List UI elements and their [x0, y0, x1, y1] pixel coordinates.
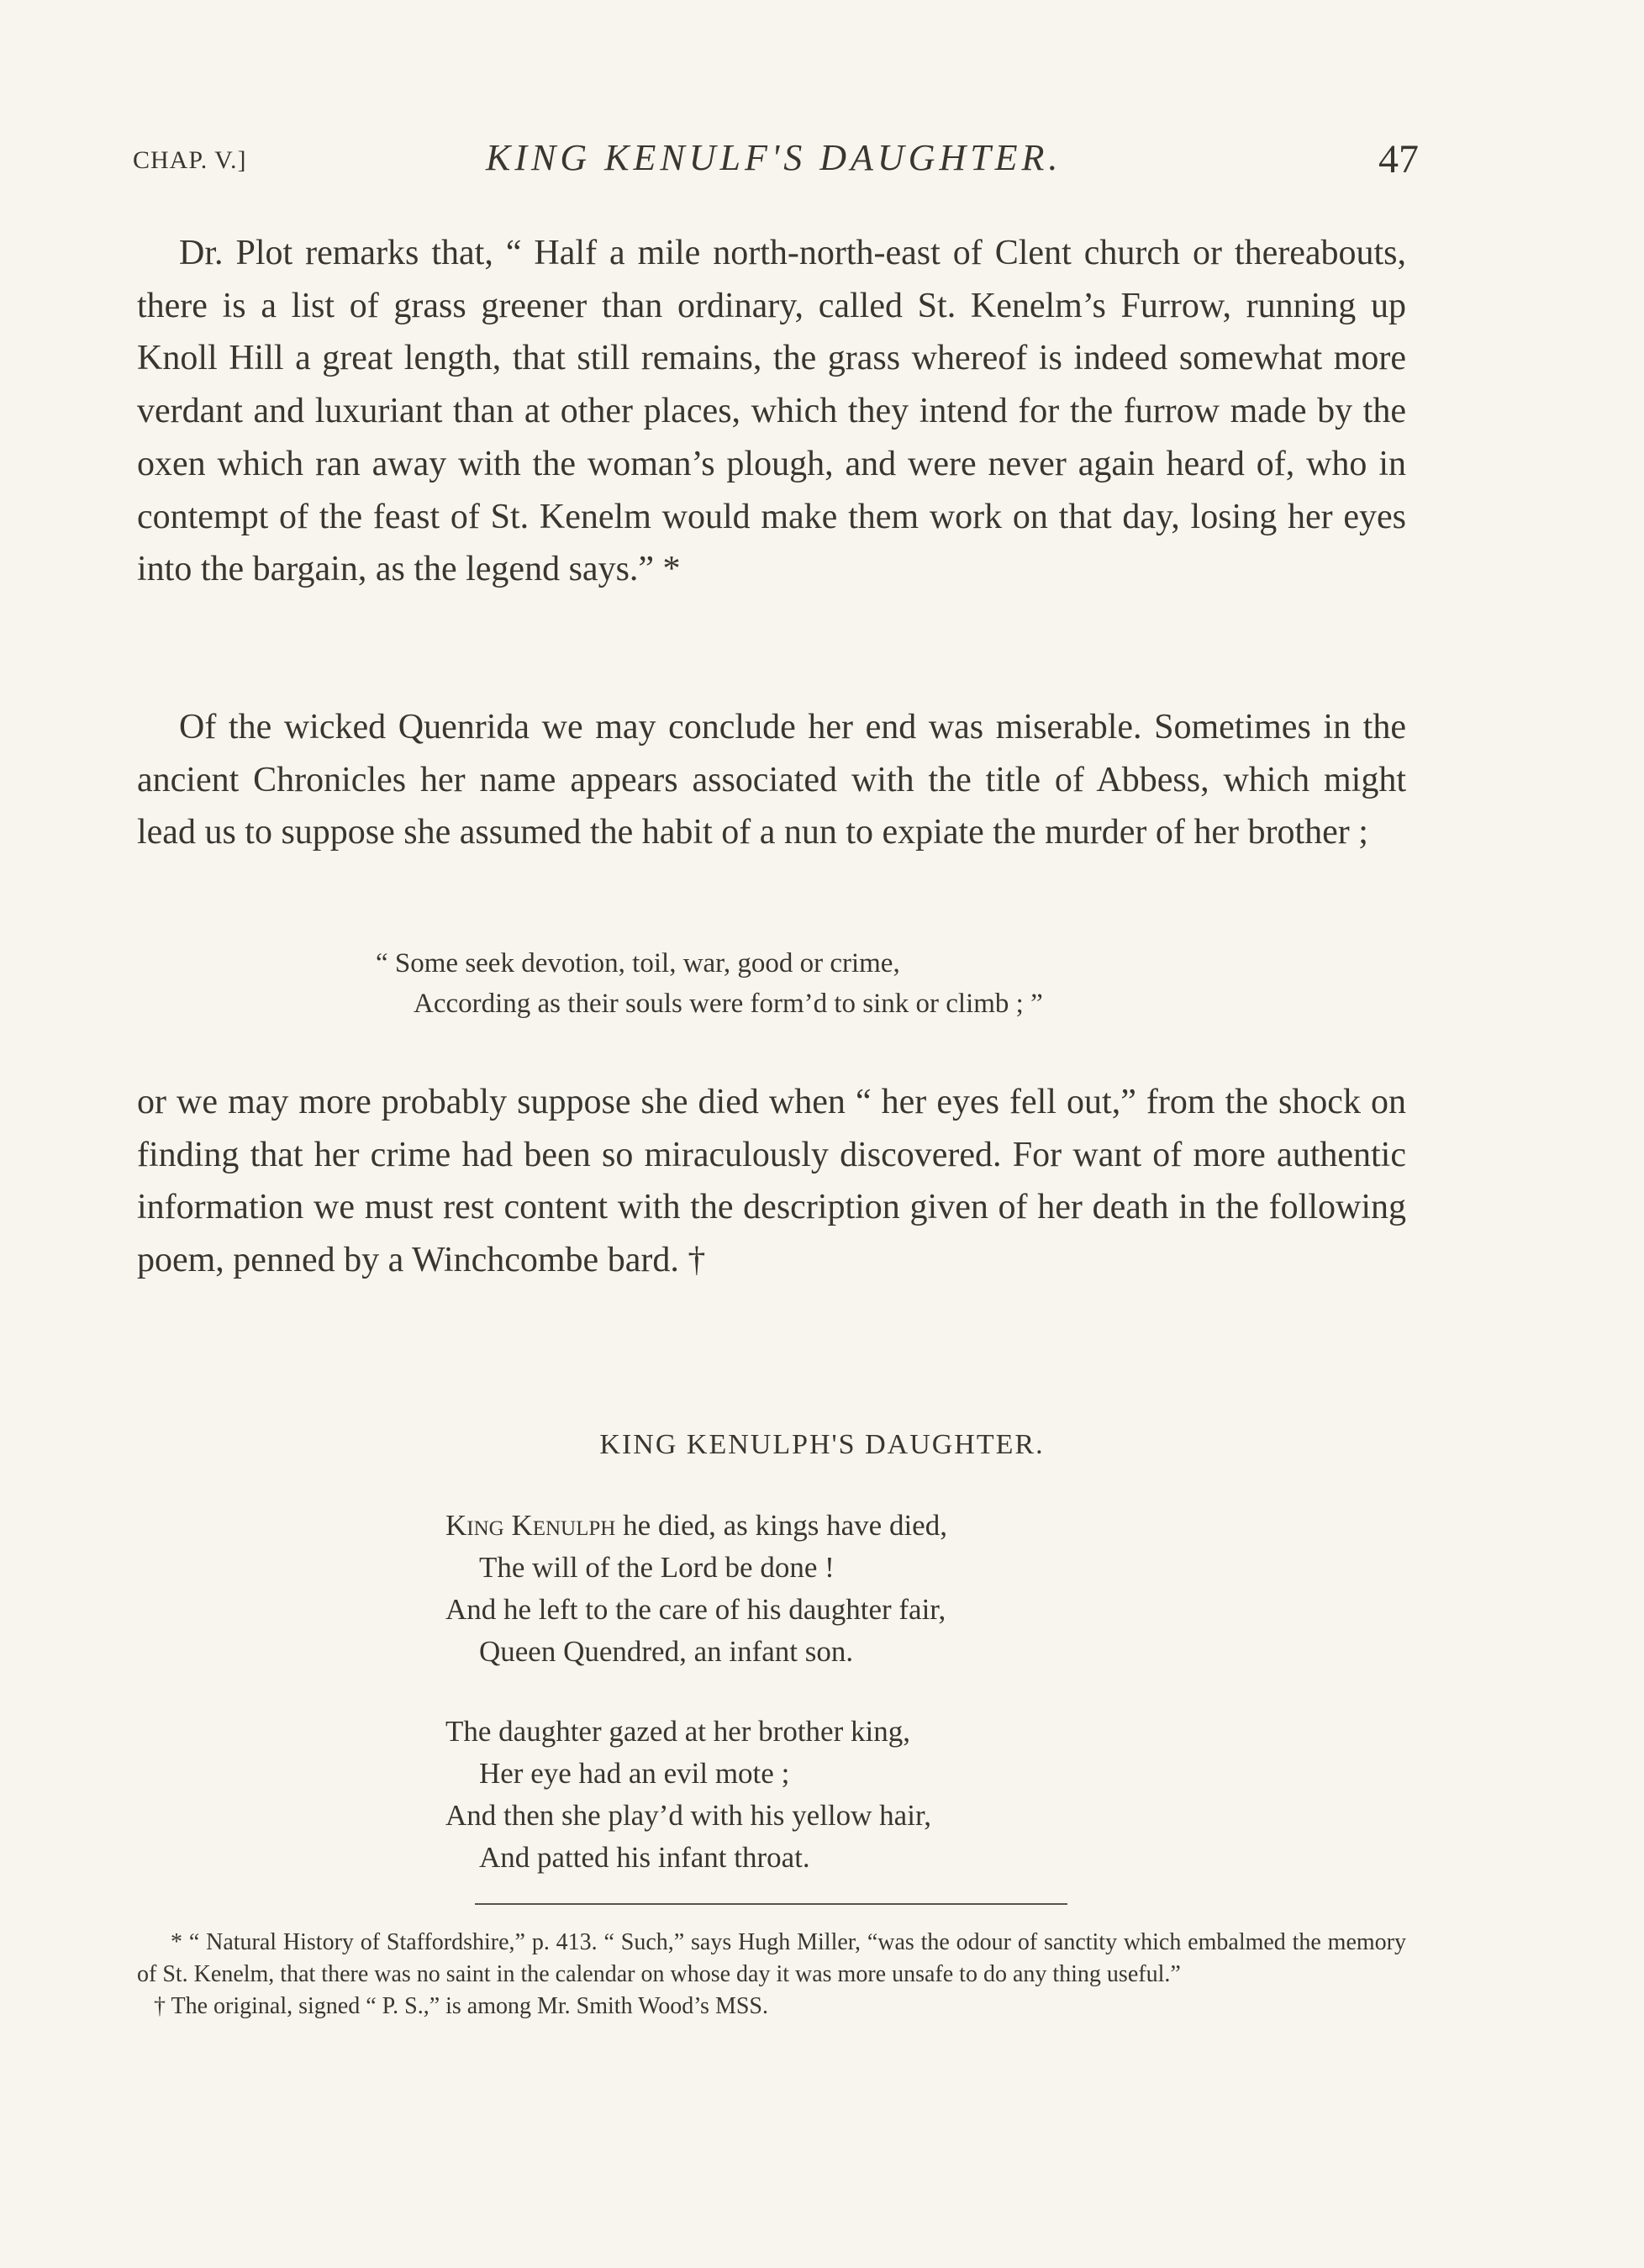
footnote: † The original, signed “ P. S.,” is among Mr. Smith Wood’s MSS. [154, 1993, 768, 2019]
paragraph-text: or we may more probably suppose she died when “ her eyes fell out,” from the shock on finding that her crime had been so miraculously discovered. For want of more authentic information we must rest content with the description given of her death in the following poem, penned by a Winchcombe bard. † [137, 1083, 1406, 1280]
poem-line: The will of the Lord be done ! [479, 1551, 835, 1584]
poem-name: King Kenulph [445, 1509, 616, 1542]
poem-line-text: he died, as kings have died, [615, 1509, 947, 1542]
running-head [133, 136, 1419, 187]
block-quote [376, 943, 1043, 1024]
paragraph-death [137, 1076, 1406, 1287]
poem-line: And patted his infant throat. [479, 1841, 810, 1874]
paragraph-quenrida [137, 701, 1406, 859]
paragraph-plot-remarks [137, 227, 1406, 596]
poem-line: And he left to the care of his daughter fair, [445, 1593, 946, 1626]
poem-stanza [445, 1505, 947, 1673]
quote-line: According as their souls were form’d to sink or climb ; ” [414, 989, 1043, 1019]
poem-line: Her eye had an evil mote ; [479, 1757, 790, 1790]
footnotes [137, 1927, 1406, 2023]
chapter-label: CHAP. V.] [133, 146, 247, 174]
paragraph-text: Dr. Plot remarks that, “ Half a mile north-north-east of Clent church or thereabouts, there is a list of grass greener than ordinary, called St. Kenelm’s Furrow, running up Knoll Hill a great length, that still remains, the grass whereof is indeed somewhat more verdant and luxuriant than at other places, which they intend for the furrow made by the oxen which ran away with the woman’s plough, and were never again heard of, who in contempt of the feast of St. Kenelm would make them work on that day, losing her eyes into the bargain, as the legend says.” * [137, 234, 1406, 589]
running-title: KING KENULF'S DAUGHTER. [486, 137, 1062, 178]
poem-line: And then she play’d with his yellow hair, [445, 1799, 931, 1832]
poem-line: The daughter gazed at her brother king, [445, 1715, 910, 1748]
poem-title: KING KENULPH'S DAUGHTER. [599, 1429, 1045, 1460]
footnote: * “ Natural History of Staffordshire,” p. 413. “ Such,” says Hugh Miller, “was the odour of sanctity which embalmed the memory of St. Kenelm, that there was no saint in the calendar on whose day it was more unsafe to do any thing useful.” [137, 1929, 1406, 1987]
page-number: 47 [1378, 137, 1419, 182]
quote-line: “ Some seek devotion, toil, war, good or crime, [376, 948, 900, 978]
poem-line [445, 1505, 947, 1547]
poem-stanza [445, 1711, 931, 1879]
poem-line: Queen Quendred, an infant son. [479, 1635, 854, 1668]
footnote-divider [475, 1903, 1067, 1905]
paragraph-text: Of the wicked Quenrida we may conclude her end was miserable. Sometimes in the ancient Chronicles her name appears associated with the title of Abbess, which might lead us to suppose she assumed the habit of a nun to expiate the murder of her brother ; [137, 708, 1406, 852]
